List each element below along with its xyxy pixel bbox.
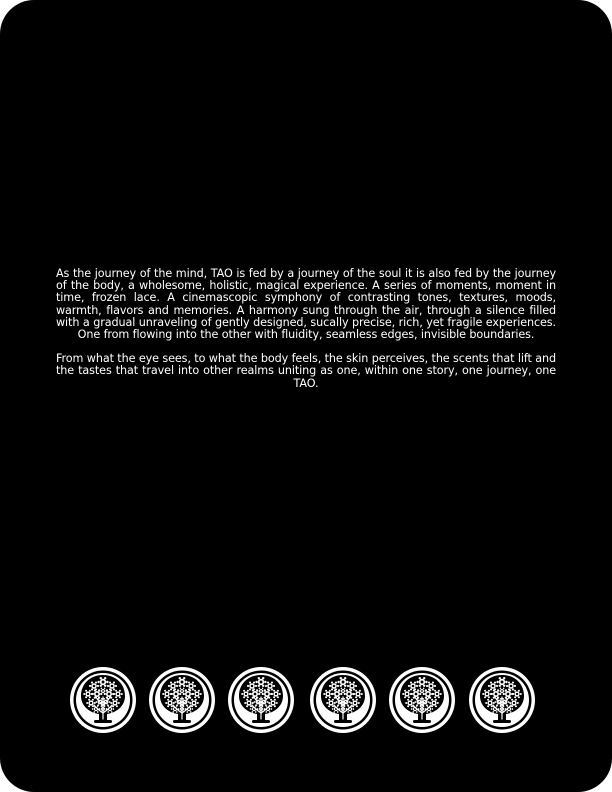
floral-tree-medallion-icon (228, 667, 294, 733)
paragraph-1: As the journey of the mind, TAO is fed by a journey of the soul it is also fed by the journey of the body, a wholesome, holistic, magical experience. A series of moments, moment in time, frozen lace. A cinemascopic symphony of contrasting tones, textures, moods, warmth, flavors and memories. A harmony sung through the air, through a silence filled with a gradual unraveling of gently designed, sucally precise, rich, yet fragile experiences. One from flowing into the other with fluidity, seamless edges, invisible boundaries. (56, 267, 556, 342)
floral-tree-medallion-icon (469, 667, 535, 733)
emblem-row (0, 667, 612, 733)
paragraph-2: From what the eye sees, to what the body feels, the skin perceives, the scents that lift and the tastes that travel into other realms uniting as one, within one story, one journey, one TAO. (56, 352, 556, 390)
floral-tree-medallion-icon (70, 667, 136, 733)
body-text (56, 268, 556, 402)
floral-tree-medallion-icon (149, 667, 215, 733)
floral-tree-medallion-icon (389, 667, 455, 733)
floral-tree-medallion-icon (310, 667, 376, 733)
